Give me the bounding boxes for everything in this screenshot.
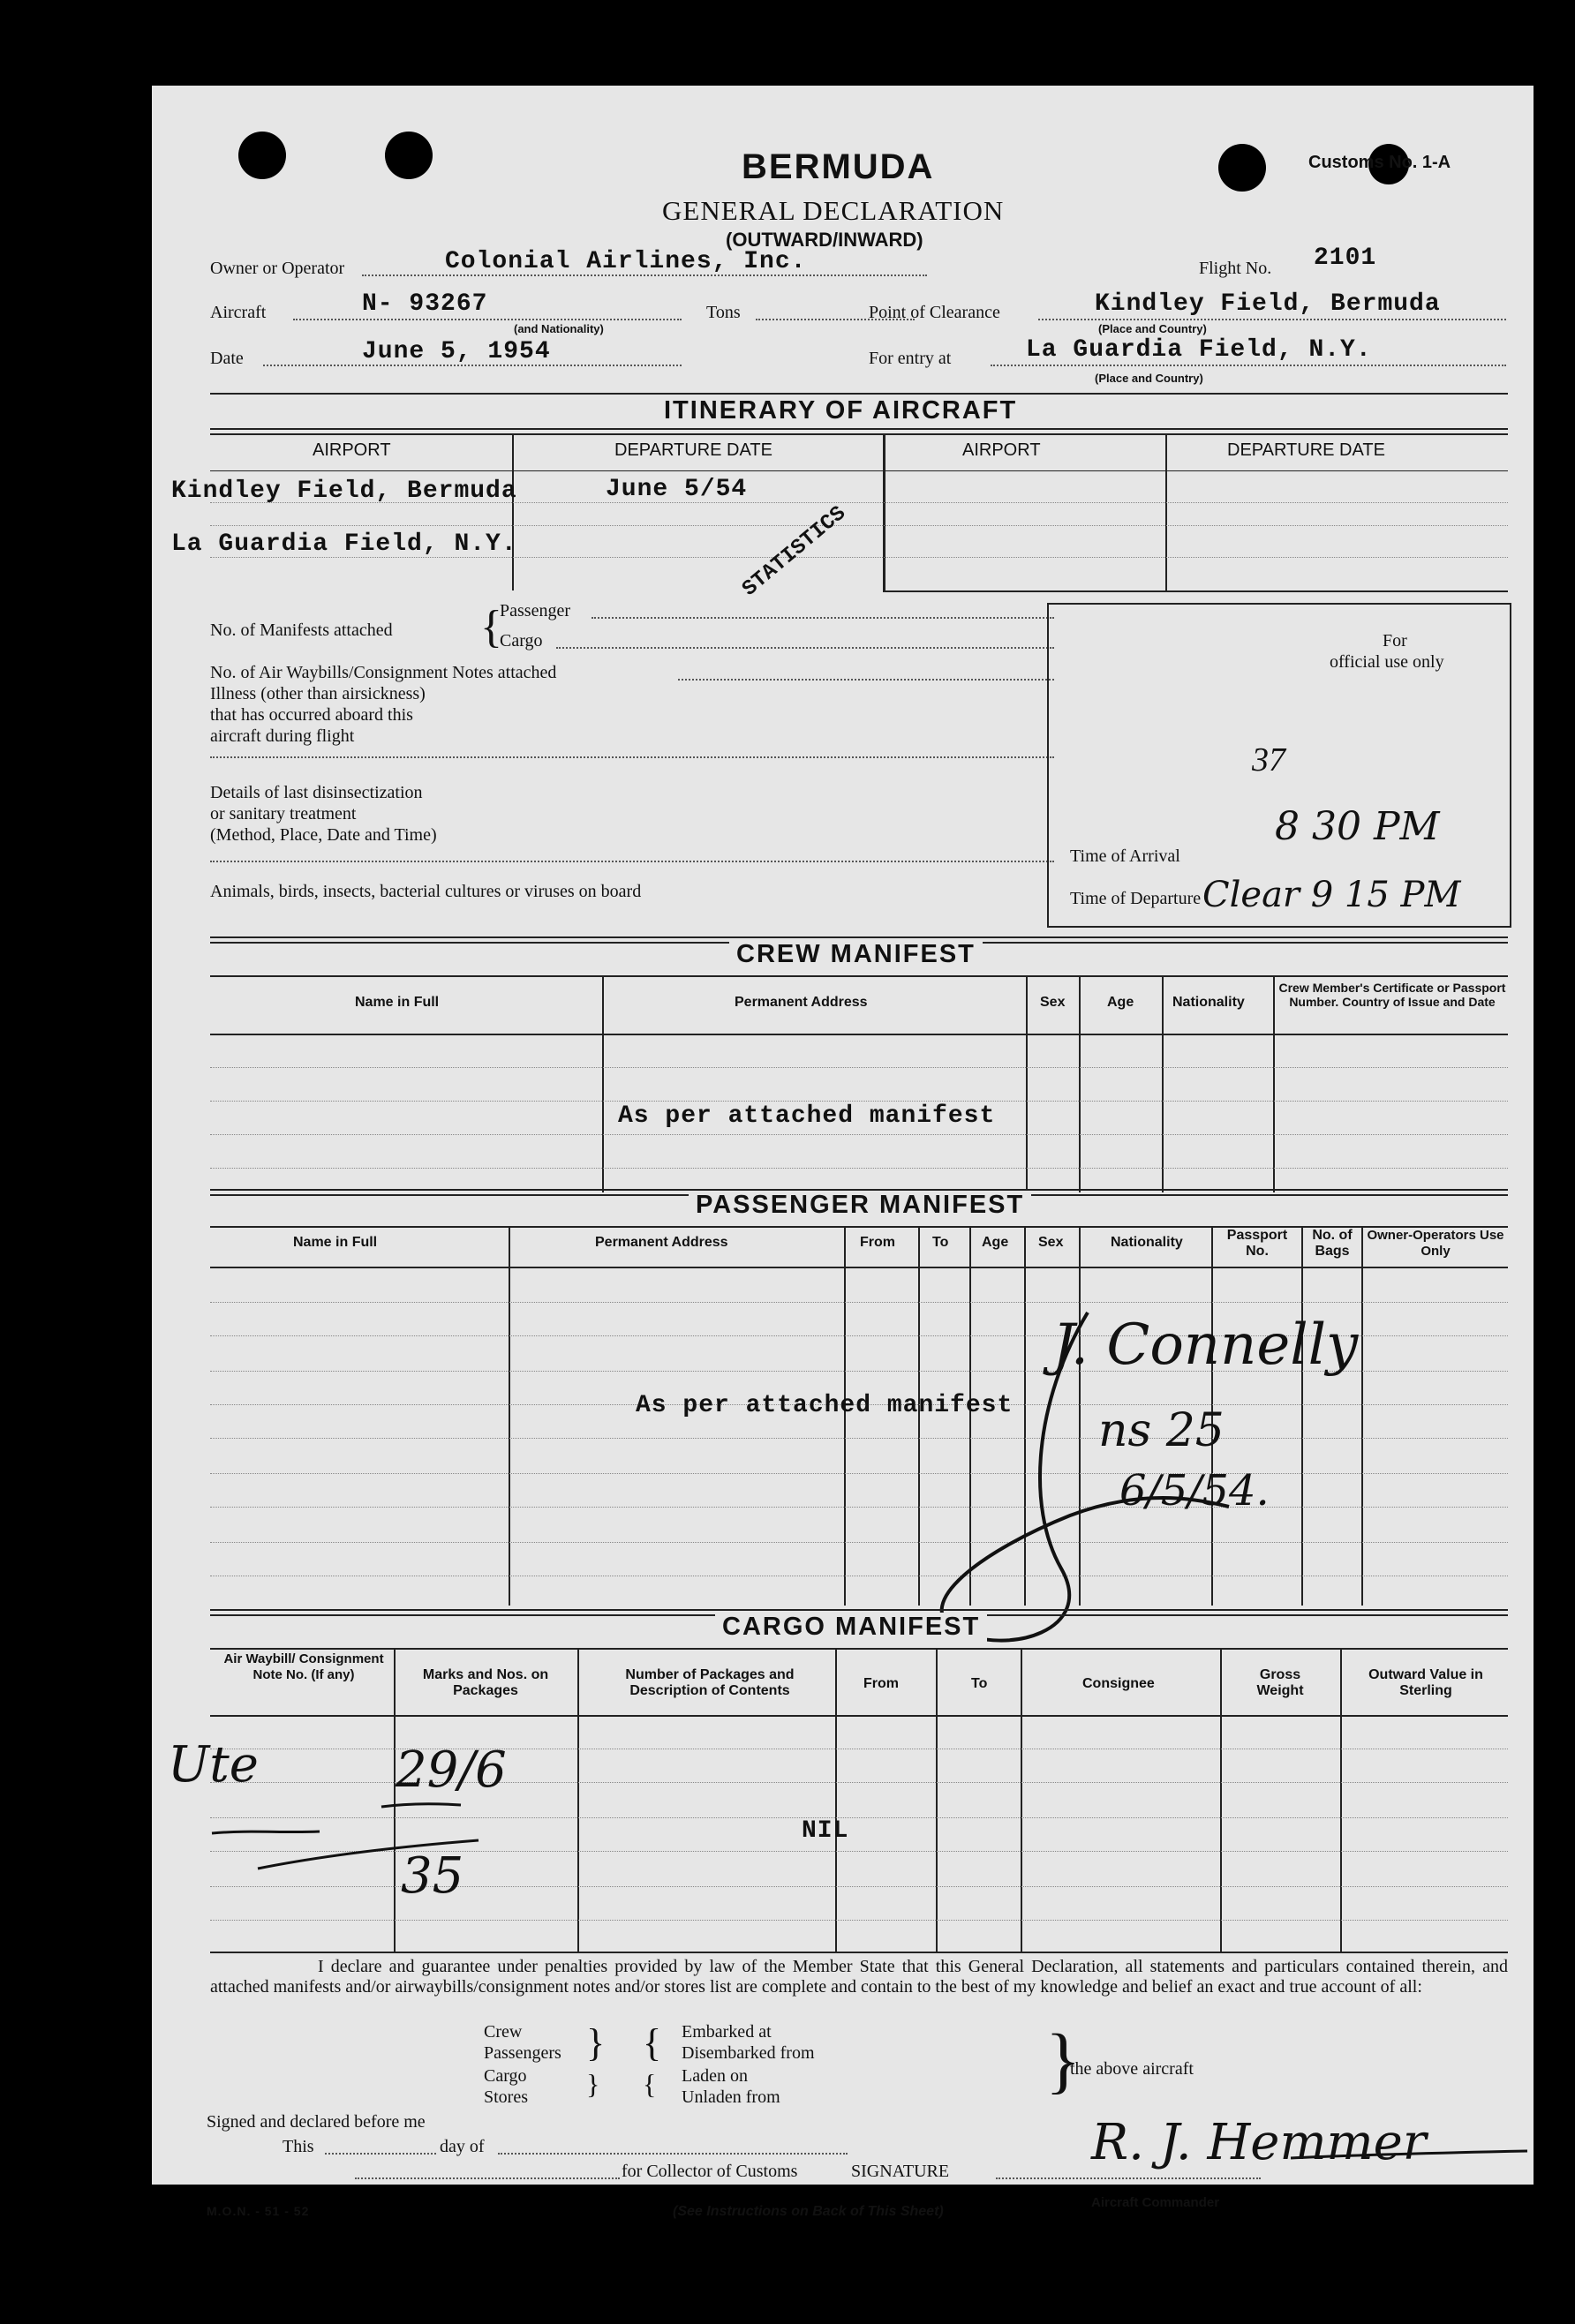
decl-left-crew: Crew [484, 2022, 523, 2042]
crew-col-name: Name in Full [355, 995, 440, 1010]
decl-right-unladen: Unladen from [682, 2087, 780, 2107]
decl-tail: the above aircraft [1070, 2059, 1194, 2079]
owner-value: Colonial Airlines, Inc. [445, 248, 807, 275]
cargo-handwritten-3: 35 [401, 1847, 464, 1905]
passenger-row-line [210, 1438, 1508, 1439]
crew-col-divider [1079, 975, 1081, 1192]
itinerary-date-1: June 5/54 [606, 476, 748, 503]
illness-answer-line [210, 756, 1054, 758]
waybills-label: No. of Air Waybills/Consignment Notes attached [210, 663, 557, 682]
commander-signature-stroke [1291, 2142, 1529, 2169]
passenger-col-from: From [860, 1235, 895, 1250]
itinerary-bottom-rule [883, 590, 1508, 592]
date-value: June 5, 1954 [362, 338, 551, 365]
passenger-col-address: Permanent Address [595, 1235, 728, 1250]
official-use-label-2: official use only [1330, 652, 1444, 672]
commander-signature: R. J. Hemmer [1091, 2114, 1427, 2171]
cargo-col-packages: Number of Packages and Description of Contents [625, 1667, 795, 1698]
arrival-label: Time of Arrival [1070, 846, 1180, 866]
manifests-passenger-line [592, 617, 1054, 619]
crew-col-divider [602, 975, 604, 1192]
decl-brace: { [643, 2068, 657, 2100]
details-answer-line [210, 861, 1054, 862]
passenger-col-divider [1301, 1226, 1303, 1606]
entry-line [991, 365, 1506, 366]
entry-label: For entry at [869, 349, 952, 368]
itinerary-header-rule [210, 470, 1508, 471]
departure-label: Time of Departure [1070, 889, 1202, 908]
collector-line [355, 2177, 620, 2179]
tons-label: Tons [706, 303, 741, 322]
passenger-note: As per attached manifest [636, 1392, 1014, 1419]
decl-left-passengers: Passengers [484, 2043, 561, 2063]
passenger-col-bags: No. of Bags [1312, 1228, 1353, 1259]
passenger-col-to: To [932, 1235, 949, 1250]
itinerary-header: DEPARTURE DATE [1227, 440, 1385, 460]
itinerary-header: DEPARTURE DATE [614, 440, 772, 460]
declaration-text: I declare and guarantee under penalties provided by law of the Member State that this General Declaration, all statements and particulars contained therein, and attached manifests and/or airwaybills/consignment notes and/or stores list are complete and contain to the best of my knowledge and belief an exact and true account of all: [210, 1957, 1508, 1997]
arrival-time: 8 30 PM [1275, 804, 1440, 849]
manifests-passenger-label: Passenger [500, 601, 570, 620]
collector-label: for Collector of Customs [622, 2162, 798, 2181]
cargo-col-divider [577, 1648, 579, 1952]
itinerary-header: AIRPORT [313, 440, 391, 460]
itinerary-top-rule [210, 393, 1508, 395]
cargo-col-divider [835, 1648, 837, 1952]
itinerary-airport-2: La Guardia Field, N.Y. [171, 530, 517, 558]
form-title: BERMUDA [742, 147, 935, 186]
passenger-col-divider [509, 1226, 510, 1606]
cargo-col-to: To [971, 1676, 988, 1691]
manifests-cargo-line [556, 647, 1054, 649]
itinerary-col-divider [512, 433, 514, 590]
passenger-col-name: Name in Full [293, 1235, 378, 1250]
crew-header-bottom [210, 1034, 1508, 1035]
passenger-col-sex: Sex [1038, 1235, 1064, 1250]
cargo-col-divider [936, 1648, 938, 1952]
flight-value: 2101 [1314, 244, 1377, 272]
crew-col-divider [1273, 975, 1275, 1192]
declaration-form [152, 86, 1534, 2219]
day-of-line [498, 2153, 848, 2155]
instructions-note: (See Instructions on Back of This Sheet) [673, 2204, 944, 2219]
details-line-1: Details of last disinsectization [210, 783, 423, 802]
passenger-col-passport: Passport No. [1226, 1228, 1288, 1259]
crew-col-nationality: Nationality [1172, 995, 1245, 1010]
entry-value: La Guardia Field, N.Y. [1026, 336, 1372, 364]
this-label: This [283, 2137, 314, 2156]
itinerary-col-divider [1165, 433, 1167, 590]
commander-label: Aircraft Commander [1091, 2195, 1220, 2210]
inspector-initials: ns 25 [1098, 1404, 1225, 1457]
punch-hole [385, 132, 433, 179]
cargo-col-divider [1220, 1648, 1222, 1952]
form-code: M.O.N. - 51 - 52 [207, 2204, 310, 2218]
cargo-col-consignee: Consignee [1082, 1676, 1155, 1691]
passenger-col-divider [1361, 1226, 1363, 1606]
details-line-3: (Method, Place, Date and Time) [210, 825, 437, 845]
decl-left-stores: Stores [484, 2087, 528, 2107]
cargo-handwritten-1: Ute [168, 1736, 259, 1794]
statistics-stamp: STATISTICS [738, 501, 851, 602]
flight-label: Flight No. [1199, 259, 1272, 278]
signed-label: Signed and declared before me [207, 2112, 426, 2132]
form-subtitle: GENERAL DECLARATION [662, 195, 1005, 226]
inspector-signature: J. Connelly [1052, 1312, 1359, 1378]
date-label: Date [210, 349, 244, 368]
manifests-cargo-label: Cargo [500, 631, 543, 651]
entry-note: (Place and Country) [1095, 372, 1203, 385]
departure-time: Clear 9 15 PM [1202, 875, 1461, 915]
itinerary-airport-1: Kindley Field, Bermuda [171, 478, 517, 505]
passenger-col-nationality: Nationality [1111, 1235, 1183, 1250]
cargo-col-value: Outward Value in Sterling [1368, 1667, 1483, 1698]
cargo-nil: NIL [802, 1817, 849, 1845]
cargo-col-from: From [863, 1676, 899, 1691]
crew-row-line [210, 1101, 1508, 1102]
waybills-line [678, 679, 1054, 681]
cargo-col-divider [1340, 1648, 1342, 1952]
itinerary-title: ITINERARY OF AIRCRAFT [657, 396, 1024, 425]
crew-row-line [210, 1134, 1508, 1135]
punch-hole [1218, 144, 1266, 192]
clearance-line [1038, 319, 1506, 320]
crew-header-top [210, 975, 1508, 977]
passenger-row-line [210, 1473, 1508, 1474]
form-number: Customs No. 1-A [1308, 153, 1451, 172]
signature-loop [876, 1277, 1255, 1666]
clearance-value: Kindley Field, Bermuda [1095, 290, 1441, 318]
cargo-col-marks: Marks and Nos. on Packages [422, 1667, 549, 1698]
inspector-date: 6/5/54. [1119, 1466, 1270, 1515]
itinerary-header: AIRPORT [962, 440, 1041, 460]
official-number: 37 [1252, 741, 1285, 778]
crew-col-divider [1026, 975, 1028, 1192]
aircraft-value: N- 93267 [362, 290, 488, 318]
crew-col-age: Age [1107, 995, 1134, 1010]
cargo-header-bottom [210, 1715, 1508, 1717]
crew-row-line [210, 1168, 1508, 1169]
decl-brace: } [1045, 2019, 1081, 2102]
crew-col-address: Permanent Address [735, 995, 868, 1010]
cargo-col-waybill: Air Waybill/ Consignment Note No. (If any) [223, 1651, 384, 1682]
animals-label: Animals, birds, insects, bacterial cultures or viruses on board [210, 882, 642, 901]
cargo-handwritten-2: 29/6 [396, 1741, 507, 1799]
signature-line [996, 2177, 1261, 2179]
passenger-header-bottom [210, 1267, 1508, 1268]
owner-label: Owner or Operator [210, 259, 345, 278]
illness-line-3: aircraft during flight [210, 726, 355, 746]
decl-brace: } [586, 2068, 600, 2100]
crew-col-sex: Sex [1040, 995, 1066, 1010]
crew-row-line [210, 1067, 1508, 1068]
crew-title: CREW MANIFEST [729, 940, 983, 969]
passenger-col-age: Age [982, 1235, 1009, 1250]
aircraft-label: Aircraft [210, 303, 267, 322]
cargo-header-top [210, 1648, 1508, 1650]
cargo-row-line [210, 1920, 1508, 1921]
form-direction: (OUTWARD/INWARD) [726, 229, 923, 251]
manifests-label: No. of Manifests attached [210, 620, 393, 640]
cargo-col-weight: Gross Weight [1256, 1667, 1304, 1698]
this-line [325, 2153, 436, 2155]
signature-label: SIGNATURE [851, 2162, 950, 2181]
cargo-handwritten-marks [196, 1745, 487, 1886]
itinerary-col-divider [883, 433, 885, 590]
details-line-2: or sanitary treatment [210, 804, 357, 824]
decl-left-cargo: Cargo [484, 2066, 527, 2086]
manifests-brace: { [480, 602, 502, 652]
crew-col-certificate: Crew Member's Certificate or Passport Number. Country of Issue and Date [1278, 981, 1506, 1009]
decl-brace: { [643, 2021, 662, 2065]
punch-hole [238, 132, 286, 179]
illness-line-2: that has occurred aboard this [210, 705, 413, 725]
passenger-row-line [210, 1302, 1508, 1303]
passenger-row-line [210, 1507, 1508, 1508]
passenger-row-line [210, 1542, 1508, 1543]
itinerary-row-line [210, 525, 1508, 526]
decl-right-laden: Laden on [682, 2066, 748, 2086]
illness-line-1: Illness (other than airsickness) [210, 684, 426, 703]
clearance-label: Point of Clearance [869, 303, 1000, 322]
cargo-bottom-rule [210, 1952, 1508, 1953]
aircraft-note: (and Nationality) [514, 322, 604, 335]
cargo-col-divider [1021, 1648, 1022, 1952]
crew-col-divider [1162, 975, 1164, 1192]
crew-note: As per attached manifest [618, 1102, 996, 1130]
itinerary-rule [210, 428, 1508, 435]
decl-brace: } [586, 2021, 606, 2065]
aircraft-line [293, 319, 682, 320]
decl-right-disembarked: Disembarked from [682, 2043, 815, 2063]
passenger-title: PASSENGER MANIFEST [689, 1191, 1031, 1220]
decl-right-embarked: Embarked at [682, 2022, 772, 2042]
cargo-title: CARGO MANIFEST [715, 1613, 987, 1642]
passenger-col-owner-use: Owner-Operators Use Only [1367, 1228, 1504, 1259]
clearance-note: (Place and Country) [1098, 322, 1207, 335]
official-use-label-1: For [1383, 631, 1407, 651]
day-of-label: day of [440, 2137, 485, 2156]
